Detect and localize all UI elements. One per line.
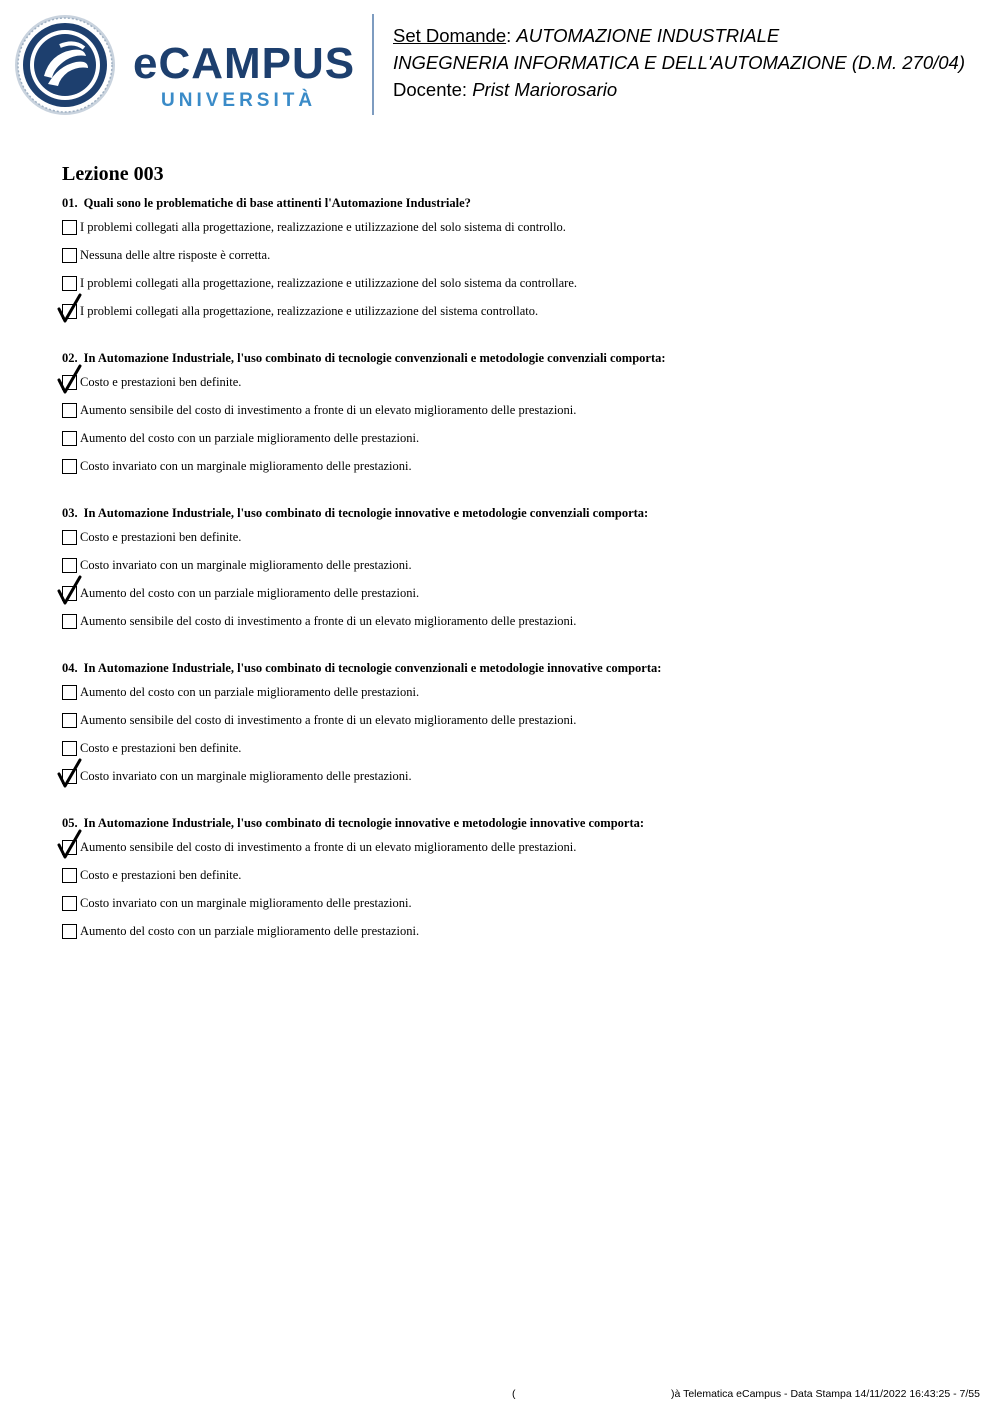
answer-option[interactable] <box>62 275 962 303</box>
question-3 <box>62 505 962 641</box>
teacher-label: Docente: <box>393 79 468 100</box>
header-divider <box>372 14 374 115</box>
answer-text: Nessuna delle altre risposte è corretta. <box>80 248 271 262</box>
answer-checkbox[interactable] <box>62 685 77 700</box>
answer-option[interactable] <box>62 684 962 712</box>
set-separator: : <box>506 25 512 46</box>
answer-checkbox[interactable] <box>62 558 77 573</box>
header-info <box>393 22 965 103</box>
course-name: AUTOMAZIONE INDUSTRIALE <box>516 25 780 46</box>
answer-text: Costo invariato con un marginale miglioramento delle prestazioni. <box>80 459 412 473</box>
page-header <box>0 0 1000 130</box>
answer-text: Aumento sensibile del costo di investimento a fronte di un elevato miglioramento delle prestazioni. <box>80 840 577 854</box>
question-number: 02. <box>62 351 78 365</box>
question-number: 04. <box>62 661 78 675</box>
answer-option[interactable] <box>62 557 962 585</box>
question-text <box>62 350 962 366</box>
answer-option[interactable] <box>62 923 962 951</box>
answer-checkbox[interactable] <box>62 713 77 728</box>
question-5 <box>62 815 962 951</box>
teacher-line <box>393 76 965 103</box>
answer-option[interactable] <box>62 740 962 768</box>
answer-text: Aumento sensibile del costo di investimento a fronte di un elevato miglioramento delle prestazioni. <box>80 713 577 727</box>
set-label: Set Domande <box>393 25 507 46</box>
answer-text: I problemi collegati alla progettazione, realizzazione e utilizzazione del sistema controllato. <box>80 304 539 318</box>
answer-checkbox[interactable] <box>62 248 77 263</box>
answer-text: Costo e prestazioni ben definite. <box>80 375 242 389</box>
answer-option[interactable] <box>62 430 962 458</box>
answer-checkbox[interactable] <box>62 276 77 291</box>
question-list <box>62 195 962 951</box>
answer-option[interactable] <box>62 303 962 331</box>
answer-option[interactable] <box>62 529 962 557</box>
program-name: INGEGNERIA INFORMATICA E DELL'AUTOMAZIONE (D.M. 270/04) <box>393 52 965 73</box>
question-prompt: In Automazione Industriale, l'uso combinato di tecnologie convenzionali e metodologie convenziali comporta: <box>83 351 666 365</box>
program-line <box>393 49 965 76</box>
question-number: 05. <box>62 816 78 830</box>
question-prompt: In Automazione Industriale, l'uso combinato di tecnologie innovative e metodologie convenziali comporta: <box>83 506 649 520</box>
answer-checkbox[interactable] <box>62 431 77 446</box>
footer-left-text: ( <box>512 1388 516 1400</box>
answer-checkbox[interactable] <box>62 614 77 629</box>
answer-text: Aumento sensibile del costo di investimento a fronte di un elevato miglioramento delle prestazioni. <box>80 614 577 628</box>
answer-option[interactable] <box>62 402 962 430</box>
set-line <box>393 22 965 49</box>
quiz-content <box>62 160 962 970</box>
question-text <box>62 505 962 521</box>
answer-option[interactable] <box>62 374 962 402</box>
answer-option[interactable] <box>62 712 962 740</box>
answer-option[interactable] <box>62 458 962 486</box>
answer-checkbox[interactable] <box>62 403 77 418</box>
question-prompt: In Automazione Industriale, l'uso combinato di tecnologie convenzionali e metodologie innovative comporta: <box>83 661 662 675</box>
footer-right-text: )à Telematica eCampus - Data Stampa 14/11/2022 16:43:25 - 7/55 <box>671 1388 980 1400</box>
question-4 <box>62 660 962 796</box>
answer-text: Costo invariato con un marginale miglioramento delle prestazioni. <box>80 558 412 572</box>
answer-checkbox[interactable] <box>62 924 77 939</box>
answer-text: Aumento sensibile del costo di investimento a fronte di un elevato miglioramento delle prestazioni. <box>80 403 577 417</box>
question-2 <box>62 350 962 486</box>
answer-option[interactable] <box>62 768 962 796</box>
answer-option[interactable] <box>62 219 962 247</box>
answer-text: I problemi collegati alla progettazione, realizzazione e utilizzazione del solo sistema da controllare. <box>80 276 578 290</box>
answer-option[interactable] <box>62 585 962 613</box>
answer-text: I problemi collegati alla progettazione, realizzazione e utilizzazione del solo sistema di controllo. <box>80 220 566 234</box>
answer-checkbox[interactable] <box>62 220 77 235</box>
question-text <box>62 660 962 676</box>
answer-text: Aumento del costo con un parziale miglioramento delle prestazioni. <box>80 924 420 938</box>
answer-checkbox[interactable] <box>62 868 77 883</box>
question-text <box>62 195 962 211</box>
logo-brand: eCAMPUS <box>133 39 356 88</box>
question-number: 03. <box>62 506 78 520</box>
question-prompt: In Automazione Industriale, l'uso combinato di tecnologie innovative e metodologie innovative comporta: <box>83 816 645 830</box>
answer-checkbox[interactable] <box>62 896 77 911</box>
answer-option[interactable] <box>62 839 962 867</box>
answer-text: Aumento del costo con un parziale miglioramento delle prestazioni. <box>80 431 420 445</box>
question-prompt: Quali sono le problematiche di base attinenti l'Automazione Industriale? <box>83 196 471 210</box>
answer-option[interactable] <box>62 867 962 895</box>
question-1 <box>62 195 962 331</box>
answer-checkbox[interactable] <box>62 741 77 756</box>
answer-text: Costo e prestazioni ben definite. <box>80 868 242 882</box>
answer-option[interactable] <box>62 895 962 923</box>
answer-text: Aumento del costo con un parziale miglioramento delle prestazioni. <box>80 586 420 600</box>
answer-text: Costo invariato con un marginale miglioramento delle prestazioni. <box>80 896 412 910</box>
answer-checkbox[interactable] <box>62 459 77 474</box>
ecampus-seal-logo <box>14 14 116 116</box>
question-text <box>62 815 962 831</box>
answer-text: Costo e prestazioni ben definite. <box>80 741 242 755</box>
lesson-title: Lezione 003 <box>62 163 164 185</box>
answer-option[interactable] <box>62 613 962 641</box>
ecampus-wordmark <box>133 39 356 112</box>
answer-text: Aumento del costo con un parziale miglioramento delle prestazioni. <box>80 685 420 699</box>
answer-text: Costo invariato con un marginale miglioramento delle prestazioni. <box>80 769 412 783</box>
question-number: 01. <box>62 196 78 210</box>
teacher-name: Prist Mariorosario <box>472 79 618 100</box>
logo-subtitle: UNIVERSITÀ <box>161 90 317 111</box>
answer-option[interactable] <box>62 247 962 275</box>
answer-checkbox[interactable] <box>62 530 77 545</box>
answer-text: Costo e prestazioni ben definite. <box>80 530 242 544</box>
